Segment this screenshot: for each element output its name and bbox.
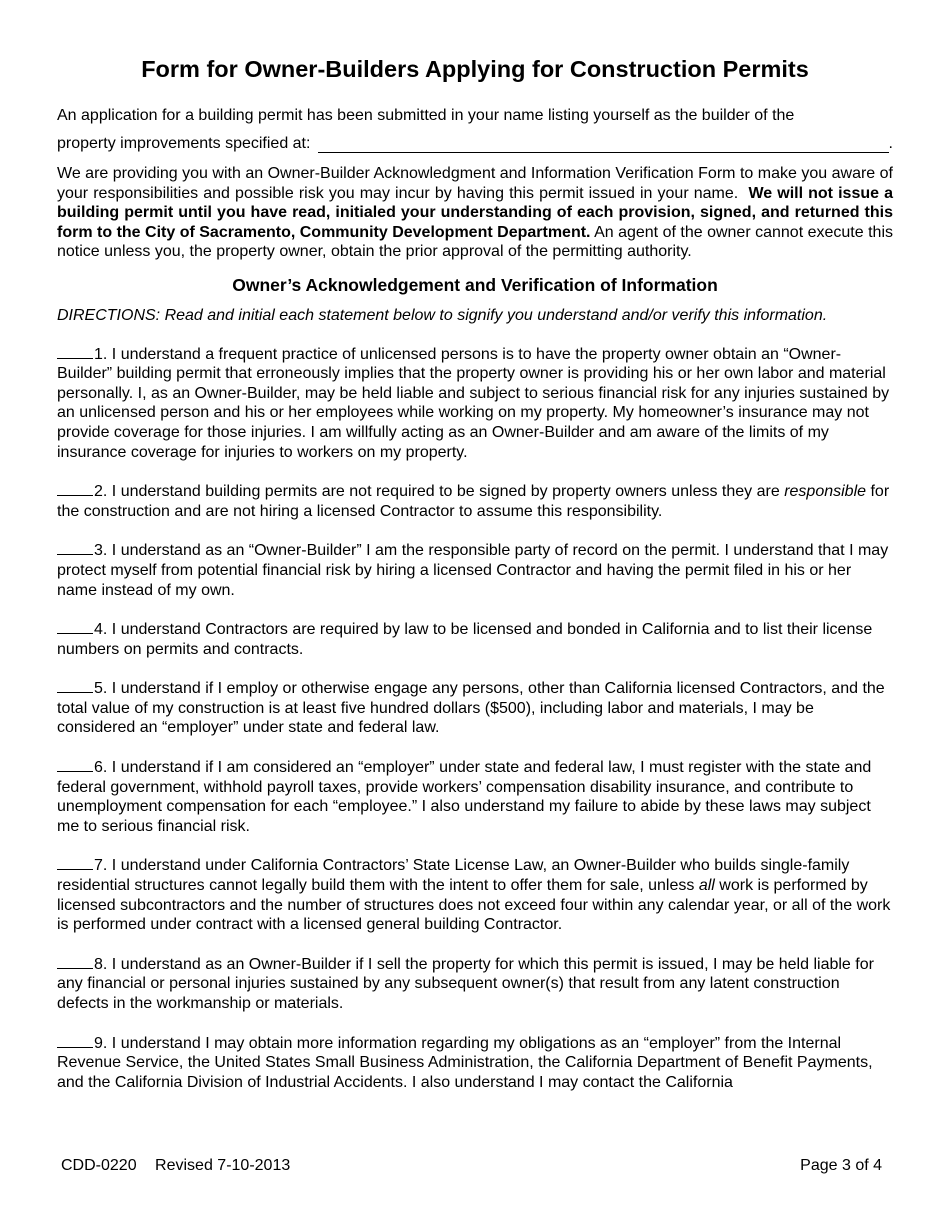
- statement-emphasis: responsible: [784, 483, 867, 501]
- notice-paragraph: [57, 164, 893, 262]
- statement-text: I understand under California Contractors’ State License Law, an Owner-Builder who builds single-family residential structures cannot legally build them with the intent to offer them for sale, unless: [57, 857, 850, 895]
- initial-blank[interactable]: [57, 757, 93, 772]
- statement-text-end: work is performed by licensed subcontractors and the number of structures does not exceed four within any calendar year, or all of the work is performed under contract with a licensed general building Contractor.: [57, 877, 891, 934]
- section-title: Owner’s Acknowledgement and Verification of Information: [232, 274, 718, 295]
- page-title: Form for Owner-Builders Applying for Construction Permits: [141, 56, 809, 82]
- statement-number: 4.: [94, 621, 108, 639]
- statement-text-end: for the construction and are not hiring a licensed Contractor to assume this responsibility.: [57, 483, 890, 520]
- initial-blank[interactable]: [57, 619, 93, 634]
- address-field[interactable]: [318, 132, 888, 153]
- directions-text: DIRECTIONS: Read and initial each statement below to signify you understand and/or verify this information.: [57, 306, 828, 324]
- statement-item: [57, 1033, 893, 1093]
- statement-number: 3.: [94, 542, 108, 560]
- statement-number: 5.: [94, 680, 108, 698]
- statement-item: [57, 619, 893, 659]
- initial-blank[interactable]: [57, 954, 93, 969]
- statement-item: [57, 954, 893, 1014]
- initial-blank[interactable]: [57, 678, 93, 693]
- address-row: [57, 130, 893, 158]
- notice-bold-text: We will not issue a building permit until you have read, initialed your understanding of each provision, signed, and returned this form to the City of Sacramento, Community Development Department.: [57, 184, 894, 241]
- statement-item: [57, 344, 893, 463]
- initial-blank[interactable]: [57, 344, 93, 359]
- initial-blank[interactable]: [57, 855, 93, 870]
- initial-blank[interactable]: [57, 1033, 93, 1048]
- statement-item: [57, 678, 893, 738]
- footer-form-info: [61, 1156, 304, 1176]
- statement-number: 9.: [94, 1034, 108, 1052]
- statement-text: I understand if I employ or otherwise engage any persons, other than California licensed Contractors, and the total value of my construction is at least five hundred dollars ($500), including labor and materials, I may be considered an “employer” under state and federal law.: [57, 680, 885, 737]
- address-end-mark: .: [888, 135, 893, 152]
- initial-blank[interactable]: [57, 540, 93, 555]
- statement-item: [57, 855, 893, 934]
- statement-text: I understand Contractors are required by law to be licensed and bonded in California and to list their license numbers on permits and contracts.: [57, 621, 873, 658]
- statement-item: [57, 481, 893, 521]
- statement-item: [57, 540, 893, 600]
- form-code: CDD-0220: [61, 1157, 137, 1174]
- notice-text: We are providing you with an Owner-Builder Acknowledgment and Information Verification Form to make you aware of your responsibilities and possible risk you may incur by having this permit issued in your name.: [57, 165, 893, 202]
- intro-text: An application for a building permit has been submitted in your name listing yourself as the builder of the: [57, 107, 795, 124]
- address-label: property improvements specified at:: [57, 135, 311, 152]
- statement-number: 2.: [94, 483, 108, 501]
- statement-text: I understand if I am considered an “employer” under state and federal law, I must register with the state and federal government, withhold payroll taxes, provide workers’ compensation disability insurance, and contribute to unemployment compensation for each “employee.” I also understand my failure to abide by these laws may subject me to serious financial risk.: [57, 759, 872, 835]
- statement-text: I understand I may obtain more information regarding my obligations as an “employer” from the Internal Revenue Service, the United States Small Business Administration, the California Department of Benefit Payments, and the California Division of Industrial Accidents. I also understand I may contact the California: [57, 1034, 873, 1091]
- statement-text: I understand a frequent practice of unlicensed persons is to have the property owner obtain an “Owner-Builder” building permit that erroneously implies that the property owner is providing his or her own labor and material personally. I, as an Owner-Builder, may be held liable and subject to serious financial risk for any injuries sustained by an unlicensed person and his or her employees while working on my property. My homeowner’s insurance may not provide coverage for those injuries. I am willfully acting as an Owner-Builder and am aware of the limits of my insurance coverage for injuries to workers on my property.: [57, 345, 890, 461]
- form-page: [57, 54, 893, 1092]
- statement-number: 1.: [94, 345, 108, 363]
- statement-text: I understand building permits are not required to be signed by property owners unless they are: [111, 483, 780, 501]
- statement-text: I understand as an Owner-Builder if I sell the property for which this permit is issued, I may be held liable for any financial or personal injuries sustained by any subsequent owner(s) that result from any latent construction defects in the workmanship or materials.: [57, 955, 874, 1012]
- statement-text: I understand as an “Owner-Builder” I am the responsible party of record on the permit. I understand that I may protect myself from potential financial risk by hiring a licensed Contractor and having the permit filed in his or her name instead of my own.: [57, 542, 889, 599]
- statement-number: 8.: [94, 955, 108, 973]
- revised-date: Revised 7-10-2013: [155, 1157, 291, 1174]
- initial-blank[interactable]: [57, 481, 93, 496]
- statement-number: 7.: [94, 857, 108, 875]
- statement-item: [57, 757, 893, 836]
- statement-emphasis: all: [698, 877, 715, 895]
- notice-text-end: An agent of the owner cannot execute this notice unless you, the property owner, obtain the prior approval of the permitting authority.: [57, 223, 893, 261]
- statement-number: 6.: [94, 759, 108, 777]
- page-number: Page 3 of 4: [800, 1157, 882, 1174]
